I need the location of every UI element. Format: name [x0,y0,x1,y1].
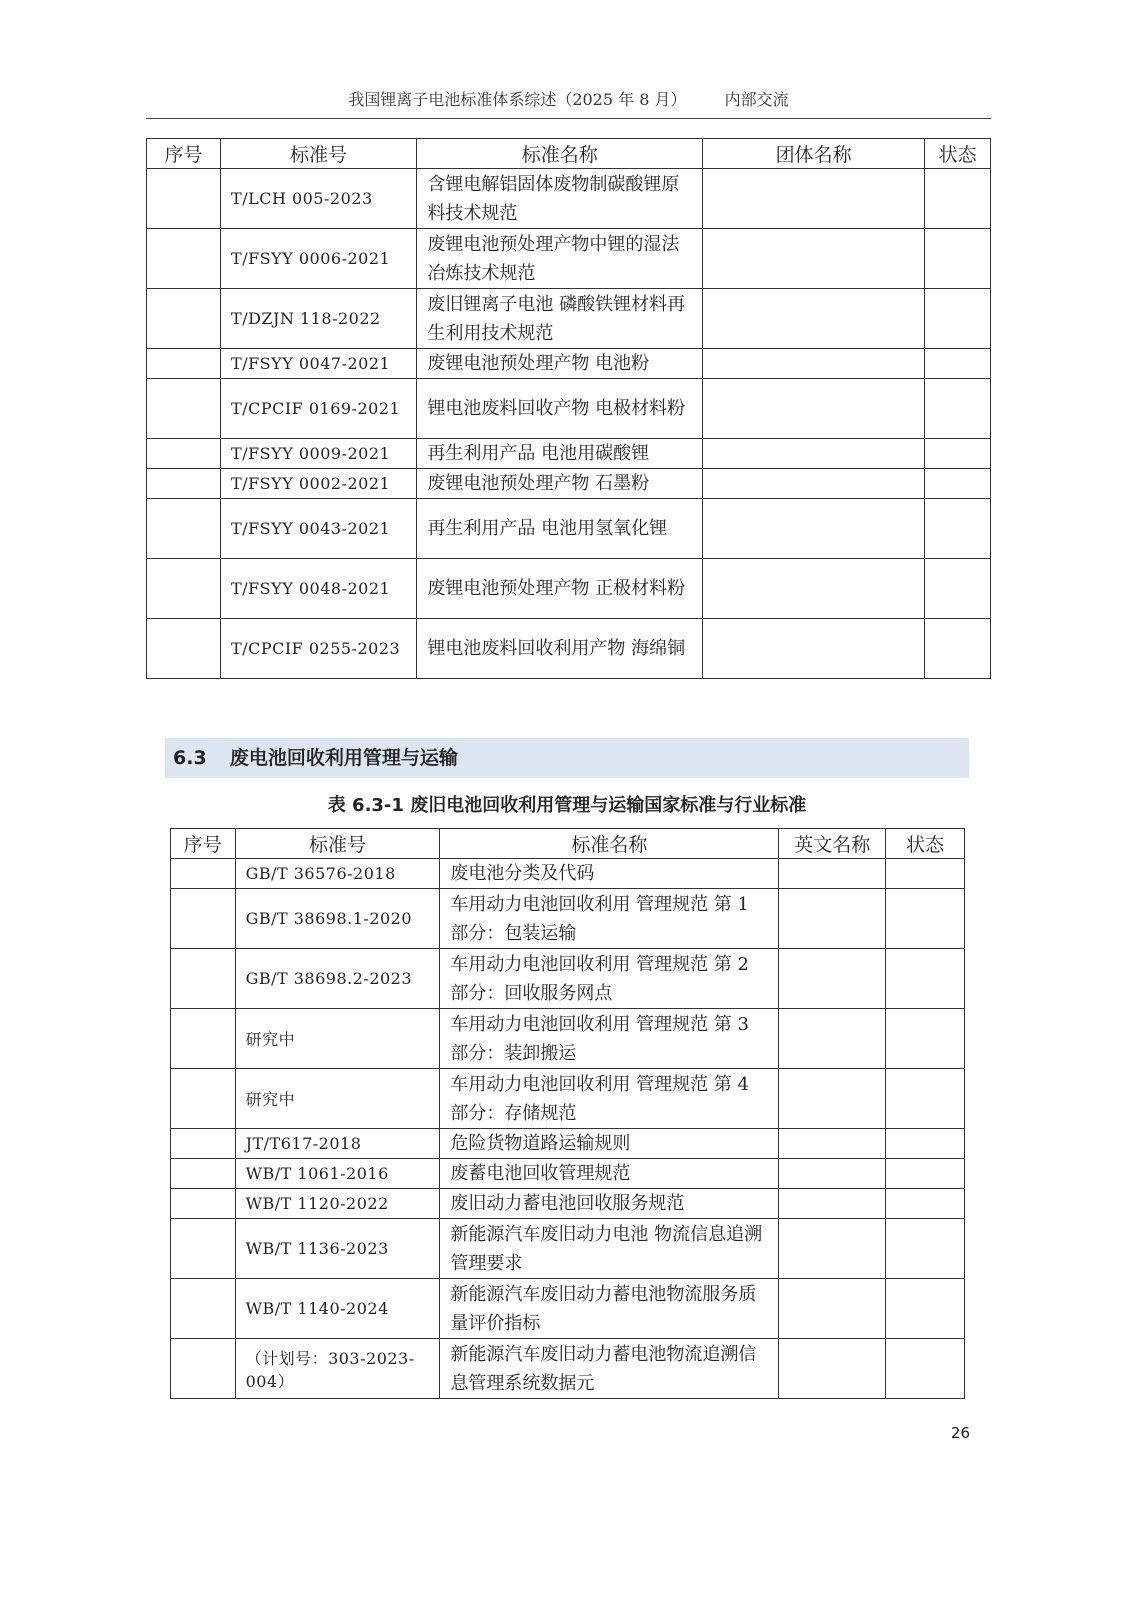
cell-status [925,349,991,379]
table-row [171,889,965,949]
table-row [171,859,965,889]
cell-english [779,859,886,889]
group-standards-table [146,138,991,679]
table-row [147,619,991,679]
cell-no [171,1159,236,1189]
cell-org [703,349,925,379]
cell-no [147,169,221,229]
cell-name: 再生利用产品 电池用碳酸锂 [417,439,703,469]
table-row [147,289,991,349]
cell-status [886,1219,965,1279]
table-row [171,1159,965,1189]
cell-name: 废锂电池预处理产物 电池粉 [417,349,703,379]
table-row [171,1069,965,1129]
table-row [171,1339,965,1399]
cell-name: 废旧锂离子电池 磷酸铁锂材料再生利用技术规范 [417,289,703,349]
cell-english [779,1279,886,1339]
cell-english [779,1159,886,1189]
cell-name: 废电池分类及代码 [440,859,779,889]
cell-org [703,289,925,349]
table-row [147,559,991,619]
cell-code: 研究中 [235,1009,440,1069]
cell-code: （计划号：303-2023-004） [235,1339,440,1399]
cell-no [147,619,221,679]
table-row [147,439,991,469]
col-header-name: 标准名称 [417,139,703,169]
cell-code: T/FSYY 0047-2021 [221,349,417,379]
section-title: 废电池回收利用管理与运输 [229,747,458,769]
cell-english [779,1069,886,1129]
page-number: 26 [950,1424,970,1442]
cell-name: 再生利用产品 电池用氢氧化锂 [417,499,703,559]
cell-code: GB/T 38698.2-2023 [235,949,440,1009]
table-row [171,1219,965,1279]
cell-english [779,1219,886,1279]
table-row [171,1129,965,1159]
cell-name: 锂电池废料回收产物 电极材料粉 [417,379,703,439]
cell-name: 废锂电池预处理产物 正极材料粉 [417,559,703,619]
cell-no [171,1129,236,1159]
cell-status [886,1189,965,1219]
cell-code: T/FSYY 0048-2021 [221,559,417,619]
cell-english [779,1129,886,1159]
cell-english [779,949,886,1009]
table-row [147,349,991,379]
cell-name: 危险货物道路运输规则 [440,1129,779,1159]
cell-code: WB/T 1136-2023 [235,1219,440,1279]
col-header-no: 序号 [147,139,221,169]
cell-code: GB/T 38698.1-2020 [235,889,440,949]
cell-no [171,949,236,1009]
table-row [171,949,965,1009]
cell-name: 车用动力电池回收利用 管理规范 第 3 部分：装卸搬运 [440,1009,779,1069]
table-caption: 表 6.3-1 废旧电池回收利用管理与运输国家标准与行业标准 [327,795,807,816]
cell-name: 车用动力电池回收利用 管理规范 第 4 部分：存储规范 [440,1069,779,1129]
cell-status [925,559,991,619]
col-header-english: 英文名称 [779,829,886,859]
cell-code: 研究中 [235,1069,440,1129]
section-heading [165,738,969,778]
cell-name: 车用动力电池回收利用 管理规范 第 2 部分：回收服务网点 [440,949,779,1009]
cell-code: WB/T 1120-2022 [235,1189,440,1219]
cell-status [925,169,991,229]
cell-name: 新能源汽车废旧动力电池 物流信息追溯管理要求 [440,1219,779,1279]
cell-org [703,499,925,559]
cell-english [779,889,886,949]
cell-status [886,949,965,1009]
cell-no [171,889,236,949]
cell-english [779,1009,886,1069]
cell-no [147,499,221,559]
cell-english [779,1189,886,1219]
table-row [147,169,991,229]
cell-no [147,229,221,289]
cell-status [886,1159,965,1189]
cell-status [886,859,965,889]
cell-org [703,619,925,679]
cell-code: T/FSYY 0043-2021 [221,499,417,559]
cell-no [171,1279,236,1339]
table-header-row [171,829,965,859]
table-header-row [147,139,991,169]
cell-name: 废蓄电池回收管理规范 [440,1159,779,1189]
cell-code: GB/T 36576-2018 [235,859,440,889]
cell-no [147,349,221,379]
cell-org [703,559,925,619]
cell-status [925,439,991,469]
cell-status [925,229,991,289]
header-tag: 内部交流 [724,90,789,109]
cell-name: 新能源汽车废旧动力蓄电池物流追溯信息管理系统数据元 [440,1339,779,1399]
cell-name: 废锂电池预处理产物 石墨粉 [417,469,703,499]
cell-code: WB/T 1061-2016 [235,1159,440,1189]
cell-status [886,889,965,949]
col-header-no: 序号 [171,829,236,859]
cell-no [147,439,221,469]
cell-code: T/CPCIF 0169-2021 [221,379,417,439]
cell-no [171,1339,236,1399]
table-row [171,1189,965,1219]
cell-code: JT/T617-2018 [235,1129,440,1159]
cell-org [703,439,925,469]
cell-no [171,1069,236,1129]
col-header-name: 标准名称 [440,829,779,859]
cell-status [925,499,991,559]
cell-org [703,229,925,289]
cell-status [925,619,991,679]
cell-name: 新能源汽车废旧动力蓄电池物流服务质量评价指标 [440,1279,779,1339]
cell-org [703,469,925,499]
cell-name: 锂电池废料回收利用产物 海绵铜 [417,619,703,679]
col-header-org: 团体名称 [703,139,925,169]
header-divider [146,118,991,119]
cell-org [703,379,925,439]
cell-code: T/FSYY 0002-2021 [221,469,417,499]
table-row [147,499,991,559]
cell-status [925,469,991,499]
recycling-transport-table [170,828,965,1399]
cell-no [147,559,221,619]
table-row [147,469,991,499]
cell-code: T/LCH 005-2023 [221,169,417,229]
cell-no [171,1009,236,1069]
cell-no [171,1219,236,1279]
cell-status [886,1069,965,1129]
cell-no [147,469,221,499]
header-title: 我国锂离子电池标准体系综述（2025 年 8 月） [348,90,687,109]
cell-name: 废锂电池预处理产物中锂的湿法冶炼技术规范 [417,229,703,289]
cell-name: 废旧动力蓄电池回收服务规范 [440,1189,779,1219]
cell-no [171,859,236,889]
table-row [147,379,991,439]
col-header-status: 状态 [886,829,965,859]
section-number: 6.3 [173,747,207,769]
cell-org [703,169,925,229]
col-header-status: 状态 [925,139,991,169]
cell-code: WB/T 1140-2024 [235,1279,440,1339]
cell-status [886,1009,965,1069]
table-row [147,229,991,289]
cell-status [886,1339,965,1399]
col-header-code: 标准号 [235,829,440,859]
cell-status [925,379,991,439]
cell-no [147,379,221,439]
cell-code: T/FSYY 0009-2021 [221,439,417,469]
cell-name: 含锂电解铝固体废物制碳酸锂原料技术规范 [417,169,703,229]
cell-code: T/FSYY 0006-2021 [221,229,417,289]
col-header-code: 标准号 [221,139,417,169]
cell-no [147,289,221,349]
table-row [171,1009,965,1069]
cell-no [171,1189,236,1219]
cell-status [925,289,991,349]
page-header [146,86,991,114]
table-row [171,1279,965,1339]
cell-status [886,1129,965,1159]
cell-status [886,1279,965,1339]
cell-name: 车用动力电池回收利用 管理规范 第 1 部分：包装运输 [440,889,779,949]
cell-code: T/CPCIF 0255-2023 [221,619,417,679]
cell-code: T/DZJN 118-2022 [221,289,417,349]
cell-english [779,1339,886,1399]
